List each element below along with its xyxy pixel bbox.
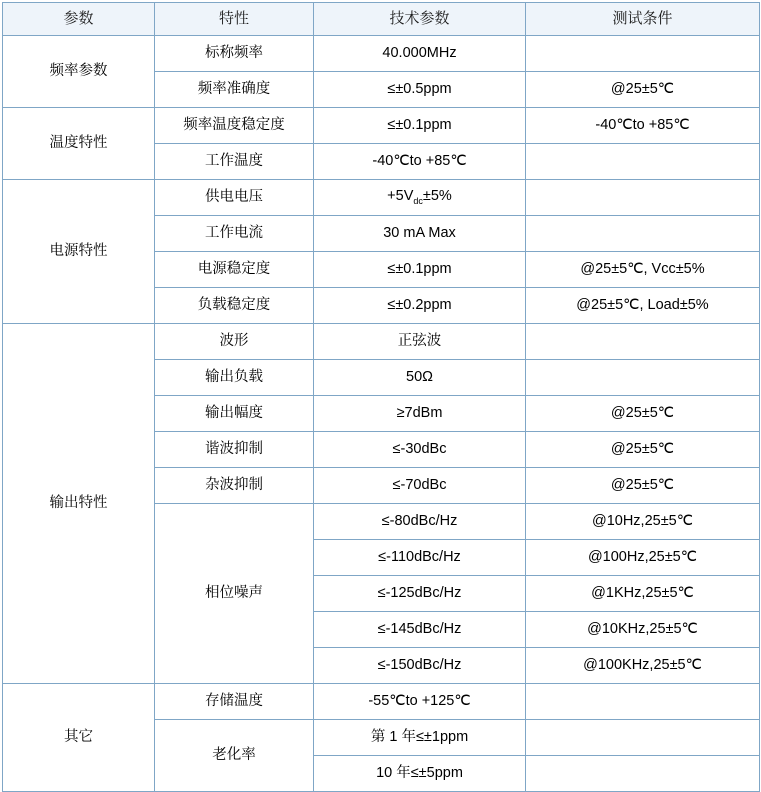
technical-value: -40℃to +85℃ <box>314 144 526 180</box>
characteristic-label: 相位噪声 <box>155 504 314 684</box>
table-row <box>3 36 760 72</box>
group-label: 其它 <box>3 684 155 792</box>
group-label: 温度特性 <box>3 108 155 180</box>
technical-value: 50Ω <box>314 360 526 396</box>
characteristic-label: 老化率 <box>155 720 314 792</box>
technical-value: 30 mA Max <box>314 216 526 252</box>
group-label: 频率参数 <box>3 36 155 108</box>
technical-value: ≤-30dBc <box>314 432 526 468</box>
test-condition-value: @25±5℃, Load±5% <box>526 288 760 324</box>
technical-value: 40.000MHz <box>314 36 526 72</box>
characteristic-label: 电源稳定度 <box>155 252 314 288</box>
table-row <box>3 324 760 360</box>
technical-value: $+5V_{dc}\pm 5\%$ <box>314 180 526 216</box>
characteristic-label: 频率准确度 <box>155 72 314 108</box>
table-row <box>3 180 760 216</box>
test-condition-value <box>526 180 760 216</box>
test-condition-value: @25±5℃ <box>526 468 760 504</box>
technical-value: ≤-125dBc/Hz <box>314 576 526 612</box>
characteristic-label: 杂波抑制 <box>155 468 314 504</box>
test-condition-value: @100KHz,25±5℃ <box>526 648 760 684</box>
specification-table <box>2 2 760 792</box>
characteristic-label: 存储温度 <box>155 684 314 720</box>
characteristic-label: 负载稳定度 <box>155 288 314 324</box>
table-header <box>3 3 760 36</box>
test-condition-value <box>526 360 760 396</box>
column-header-characteristic: 特性 <box>155 3 314 36</box>
table-row <box>3 108 760 144</box>
characteristic-label: 供电电压 <box>155 180 314 216</box>
group-label: 输出特性 <box>3 324 155 684</box>
test-condition-value: -40℃to +85℃ <box>526 108 760 144</box>
test-condition-value: @100Hz,25±5℃ <box>526 540 760 576</box>
test-condition-value <box>526 144 760 180</box>
characteristic-label: 输出负载 <box>155 360 314 396</box>
characteristic-label: 工作温度 <box>155 144 314 180</box>
technical-value: -55℃to +125℃ <box>314 684 526 720</box>
technical-value: ≤-70dBc <box>314 468 526 504</box>
column-header-technical-spec: 技术参数 <box>314 3 526 36</box>
technical-value: ≤±0.5ppm <box>314 72 526 108</box>
test-condition-value: @25±5℃, Vcc±5% <box>526 252 760 288</box>
test-condition-value <box>526 216 760 252</box>
technical-value: ≤-110dBc/Hz <box>314 540 526 576</box>
technical-value: ≤-80dBc/Hz <box>314 504 526 540</box>
characteristic-label: 谐波抑制 <box>155 432 314 468</box>
test-condition-value: @25±5℃ <box>526 72 760 108</box>
technical-value: ≥7dBm <box>314 396 526 432</box>
test-condition-value <box>526 684 760 720</box>
technical-value: 10 年≤±5ppm <box>314 756 526 792</box>
characteristic-label: 频率温度稳定度 <box>155 108 314 144</box>
test-condition-value <box>526 36 760 72</box>
characteristic-label: 标称频率 <box>155 36 314 72</box>
test-condition-value: @1KHz,25±5℃ <box>526 576 760 612</box>
technical-value: ≤-150dBc/Hz <box>314 648 526 684</box>
test-condition-value: @10Hz,25±5℃ <box>526 504 760 540</box>
characteristic-label: 波形 <box>155 324 314 360</box>
table-row <box>3 684 760 720</box>
column-header-parameter: 参数 <box>3 3 155 36</box>
group-label: 电源特性 <box>3 180 155 324</box>
test-condition-value: @25±5℃ <box>526 396 760 432</box>
characteristic-label: 工作电流 <box>155 216 314 252</box>
technical-value: ≤±0.1ppm <box>314 108 526 144</box>
test-condition-value: @10KHz,25±5℃ <box>526 612 760 648</box>
technical-value: ≤±0.1ppm <box>314 252 526 288</box>
characteristic-label: 输出幅度 <box>155 396 314 432</box>
test-condition-value <box>526 756 760 792</box>
test-condition-value <box>526 324 760 360</box>
technical-value: 正弦波 <box>314 324 526 360</box>
technical-value: 第 1 年≤±1ppm <box>314 720 526 756</box>
header-row <box>3 3 760 36</box>
column-header-test-condition: 测试条件 <box>526 3 760 36</box>
table-body <box>3 36 760 792</box>
technical-value: ≤-145dBc/Hz <box>314 612 526 648</box>
test-condition-value: @25±5℃ <box>526 432 760 468</box>
technical-value: ≤±0.2ppm <box>314 288 526 324</box>
